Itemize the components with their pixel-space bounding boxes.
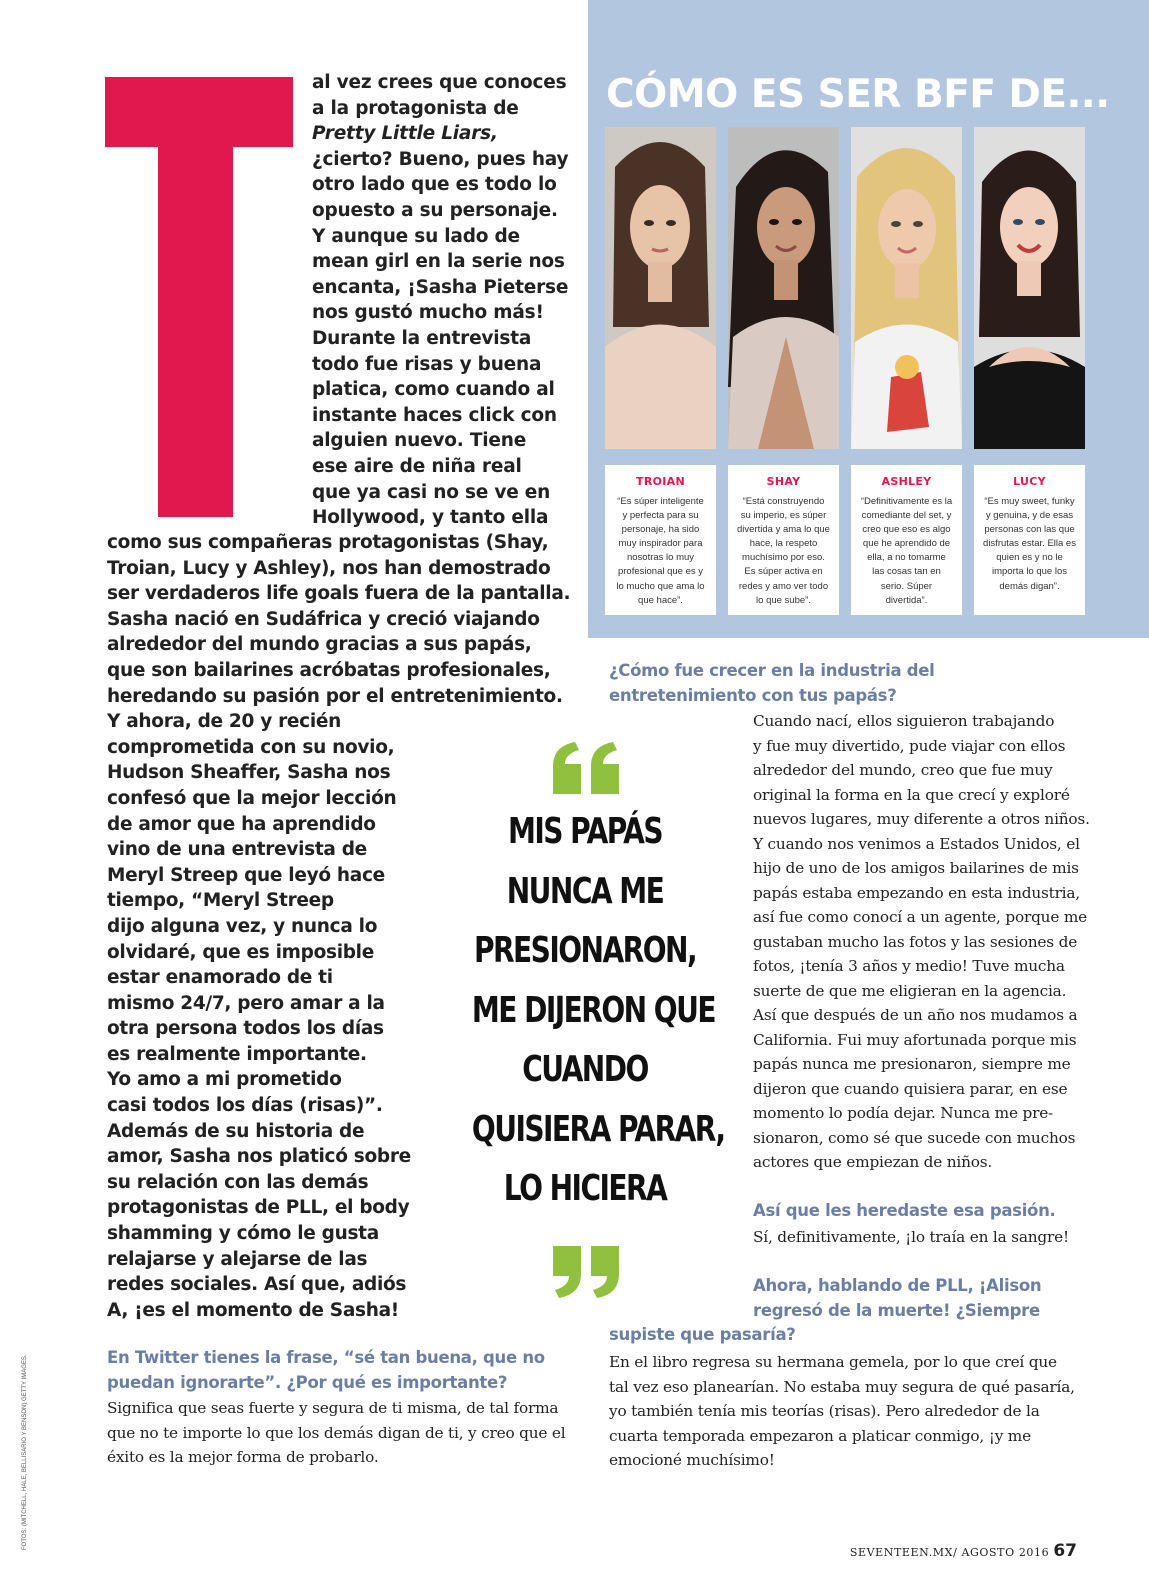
answer-line: papás nunca me presionaron, siempre me xyxy=(753,1055,1071,1073)
intro-line: de amor que ha aprendido xyxy=(107,813,376,835)
answer-line: así fue como conocí a un agente, porque me xyxy=(753,908,1087,926)
intro-line: A, ¡es el momento de Sasha! xyxy=(107,1299,399,1321)
pull-quote-line: QUISIERA PARAR, xyxy=(471,1108,725,1150)
intro-line: comprometida con su novio, xyxy=(107,736,395,758)
intro-line: Hudson Sheaffer, Sasha nos xyxy=(107,762,391,784)
answer-growing-up xyxy=(753,709,1090,1175)
answer-line: que no te importe lo que los demás digan de ti, y creo que el xyxy=(107,1423,566,1442)
card-name: SHAY xyxy=(766,475,801,488)
question-line: En Twitter tienes la frase, “sé tan buena, que no xyxy=(107,1348,545,1367)
question-line: regresó de la muerte! ¿Siempre xyxy=(753,1300,1040,1320)
intro-line: otra persona todos los días xyxy=(107,1018,384,1040)
intro-line: Y aunque su lado de xyxy=(312,225,520,247)
answer-line: tal vez eso planearían. No estaba muy segura de qué pasaría, xyxy=(609,1377,1075,1396)
open-quote-icon xyxy=(553,742,621,798)
card-name: TROIAN xyxy=(636,475,685,488)
intro-line: shamming y cómo le gusta xyxy=(107,1223,379,1245)
intro-line: relajarse y alejarse de las xyxy=(107,1248,368,1270)
answer-line: California. Fui muy afortunada porque mis xyxy=(753,1030,1077,1049)
intro-line: Meryl Streep que leyó hace xyxy=(107,864,385,886)
intro-line: olvidaré, que es imposible xyxy=(107,941,374,963)
answer-line: éxito es la mejor forma de probarlo. xyxy=(107,1448,379,1466)
intro-line: encanta, ¡Sasha Pieterse xyxy=(312,276,569,298)
intro-line: amor, Sasha nos platicó sobre xyxy=(107,1146,411,1168)
sidebar-title: CÓMO ES SER BFF DE... xyxy=(606,72,1110,117)
photo-troian xyxy=(605,127,716,449)
intro-line: protagonistas de PLL, el body xyxy=(107,1197,410,1219)
footer-publication: SEVENTEEN.MX/ AGOSTO 2016 xyxy=(849,1546,1050,1559)
answer-line: suerte de que me eligieran en la agencia. xyxy=(753,981,1067,1000)
photo-ashley xyxy=(851,127,962,449)
answer-line: actores que empiezan de niños. xyxy=(753,1153,993,1171)
intro-line: que son bailarines acróbatas profesionales, xyxy=(107,659,551,681)
intro-line: ser verdaderos life goals fuera de la pantalla. xyxy=(107,583,571,605)
card-quote: “Definitivamente es la comediante del set, y creo que eso es algo que he aprendido de ella, a no tomarme las cosas tan en serio. Súper divertida”. xyxy=(860,496,953,606)
intro-line: dijo alguna vez, y nunca lo xyxy=(107,915,378,937)
answer-line: fotos, ¡tenía 3 años y medio! Tuve mucha xyxy=(753,957,1065,975)
answer-line: papás estaba empezando en esta industria, xyxy=(753,883,1080,902)
answer-alison xyxy=(609,1350,1075,1473)
intro-line: que ya casi no se ve en xyxy=(312,481,551,503)
bff-card-lucy xyxy=(974,465,1085,615)
card-quote: “Está construyendo su imperio, es súper divertida y ama lo que hace, la respeto muchísimo por eso. Es súper activa en redes y amo ver todo lo que sube”. xyxy=(737,496,830,606)
answer-line: Así que después de un año nos mudamos a xyxy=(753,1006,1078,1024)
answer-line: En el libro regresa su hermana gemela, por lo que creí que xyxy=(609,1353,1057,1371)
answer-line: dijeron que cuando quisiera parar, en ese xyxy=(753,1079,1068,1098)
card-name: ASHLEY xyxy=(881,475,932,488)
question-line: Ahora, hablando de PLL, ¡Alison xyxy=(753,1276,1042,1295)
card-name: LUCY xyxy=(1013,475,1046,488)
intro-line: Además de su historia de xyxy=(107,1120,365,1142)
intro-line: mean girl en la serie nos xyxy=(312,251,565,273)
pull-quote-line: CUANDO xyxy=(522,1049,648,1090)
intro-line: confesó que la mejor lección xyxy=(107,787,397,809)
intro-line: tiempo, “Meryl Streep xyxy=(107,890,334,912)
question-line: puedan ignorarte”. ¿Por qué es importante? xyxy=(107,1372,508,1392)
question-growing-up xyxy=(609,659,935,708)
intro-line: Pretty Little Liars, xyxy=(312,123,498,145)
card-quote: “Es muy sweet, funky y genuina, y de esas personas con las que disfrutas estar. Ella es quien es y no le importa lo que los demás digan”. xyxy=(983,496,1076,592)
question-line: Así que les heredaste esa pasión. xyxy=(753,1201,1056,1220)
intro-line: a la protagonista de xyxy=(312,97,519,119)
answer-line: cuarta temporada empezaron a platicar conmigo, ¡y me xyxy=(609,1426,1031,1445)
bff-card-ashley xyxy=(851,465,962,615)
answer-line: sionaron, como sé que sucede con muchos xyxy=(753,1128,1076,1147)
answer-line: yo también tenía mis teorías (risas). Pero alrededor de la xyxy=(609,1402,1040,1420)
intro-line: Troian, Lucy y Ashley), nos han demostrado xyxy=(107,557,551,579)
question-line: ¿Cómo fue crecer en la industria del xyxy=(609,661,935,680)
page-number: 67 xyxy=(1053,1541,1077,1561)
pull-quote-line: PRESIONARON, xyxy=(473,930,697,971)
intro-line: Yo amo a mi prometido xyxy=(107,1069,342,1091)
intro-line: opuesto a su personaje. xyxy=(312,199,558,221)
intro-line: mismo 24/7, pero amar a la xyxy=(107,992,385,1014)
intro-line: alrededor del mundo gracias a sus papás, xyxy=(107,634,532,656)
close-quote-icon xyxy=(553,1246,621,1302)
intro-line: Y ahora, de 20 y recién xyxy=(107,711,341,733)
pull-quote-line: NUNCA ME xyxy=(506,870,664,912)
photo-lucy xyxy=(974,127,1085,449)
bff-sidebar xyxy=(588,0,1149,638)
pull-quote-line: MIS PAPÁS xyxy=(507,811,663,852)
intro-line: Durante la entrevista xyxy=(312,327,532,349)
intro-line: platica, como cuando al xyxy=(312,379,555,401)
question-twitter xyxy=(107,1346,545,1395)
bff-card-troian xyxy=(605,465,716,615)
answer-line: alrededor del mundo, creo que fue muy xyxy=(753,761,1053,779)
pull-quote xyxy=(440,802,730,1219)
answer-passion xyxy=(753,1225,1069,1250)
pull-quote-line: LO HICIERA xyxy=(503,1168,667,1209)
question-alison xyxy=(609,1274,1042,1348)
answer-line: nuevos lugares, muy diferente a otros niños. xyxy=(753,810,1090,828)
intro-line: nos gustó mucho más! xyxy=(312,302,544,324)
bff-card-shay xyxy=(728,465,839,615)
intro-line: casi todos los días (risas)”. xyxy=(107,1095,383,1117)
question-line: entretenimiento con tus papás? xyxy=(609,685,897,705)
answer-line: hijo de uno de los amigos bailarines de mis xyxy=(753,859,1079,877)
intro-line: su relación con las demás xyxy=(107,1171,369,1193)
pull-quote-line: ME DIJERON QUE xyxy=(471,989,715,1031)
intro-line: otro lado que es todo lo xyxy=(312,174,557,196)
intro-line: redes sociales. Así que, adiós xyxy=(107,1274,407,1296)
intro-line: Sasha nació en Sudáfrica y creció viajando xyxy=(107,608,540,630)
intro-line: vino de una entrevista de xyxy=(107,839,367,861)
intro-line: ¿cierto? Bueno, pues hay xyxy=(312,148,569,170)
intro-text-top xyxy=(312,70,582,531)
answer-line: Y cuando nos venimos a Estados Unidos, el xyxy=(753,834,1080,853)
intro-line: ese aire de niña real xyxy=(312,455,522,477)
drop-cap xyxy=(105,77,293,517)
intro-line: todo fue risas y buena xyxy=(312,353,542,375)
intro-line: es realmente importante. xyxy=(107,1043,367,1065)
answer-line: momento lo podía dejar. Nunca me pre- xyxy=(753,1104,1054,1122)
intro-line: Hollywood, y tanto ella xyxy=(312,507,549,529)
intro-line: estar enamorado de ti xyxy=(107,967,333,989)
photo-credit: FOTOS: (MITCHELL, HALE, BELLISARIO Y BENSON) GETTY IMAGES. xyxy=(22,1354,28,1550)
intro-line: heredando su pasión por el entretenimiento. xyxy=(107,685,563,707)
answer-line: Significa que seas fuerte y segura de ti misma, de tal forma xyxy=(107,1399,559,1417)
intro-line: instante haces click con xyxy=(312,404,557,426)
intro-line: como sus compañeras protagonistas (Shay, xyxy=(107,532,549,553)
answer-line: original la forma en la que crecí y exploré xyxy=(753,785,1070,804)
answer-line: Sí, definitivamente, ¡lo traía en la sangre! xyxy=(753,1228,1069,1246)
question-line: supiste que pasaría? xyxy=(609,1325,796,1344)
answer-line: emocioné muchísimo! xyxy=(609,1451,775,1469)
photo-shay xyxy=(728,127,839,449)
page-footer xyxy=(850,1541,1077,1561)
card-quote: “Es súper inteligente y perfecta para su personaje, ha sido muy inspirador para nosotras lo muy profesional que es y lo mucho que ama lo que hace”. xyxy=(616,496,705,606)
answer-twitter xyxy=(107,1396,565,1470)
answer-line: y fue muy divertido, pude viajar con ellos xyxy=(753,736,1066,755)
intro-line: alguien nuevo. Tiene xyxy=(312,430,527,452)
intro-line: al vez crees que conoces xyxy=(312,72,567,93)
answer-line: Cuando nací, ellos siguieron trabajando xyxy=(753,712,1055,730)
answer-line: gustaban mucho las fotos y las sesiones de xyxy=(753,932,1078,951)
question-passion xyxy=(753,1199,1056,1224)
